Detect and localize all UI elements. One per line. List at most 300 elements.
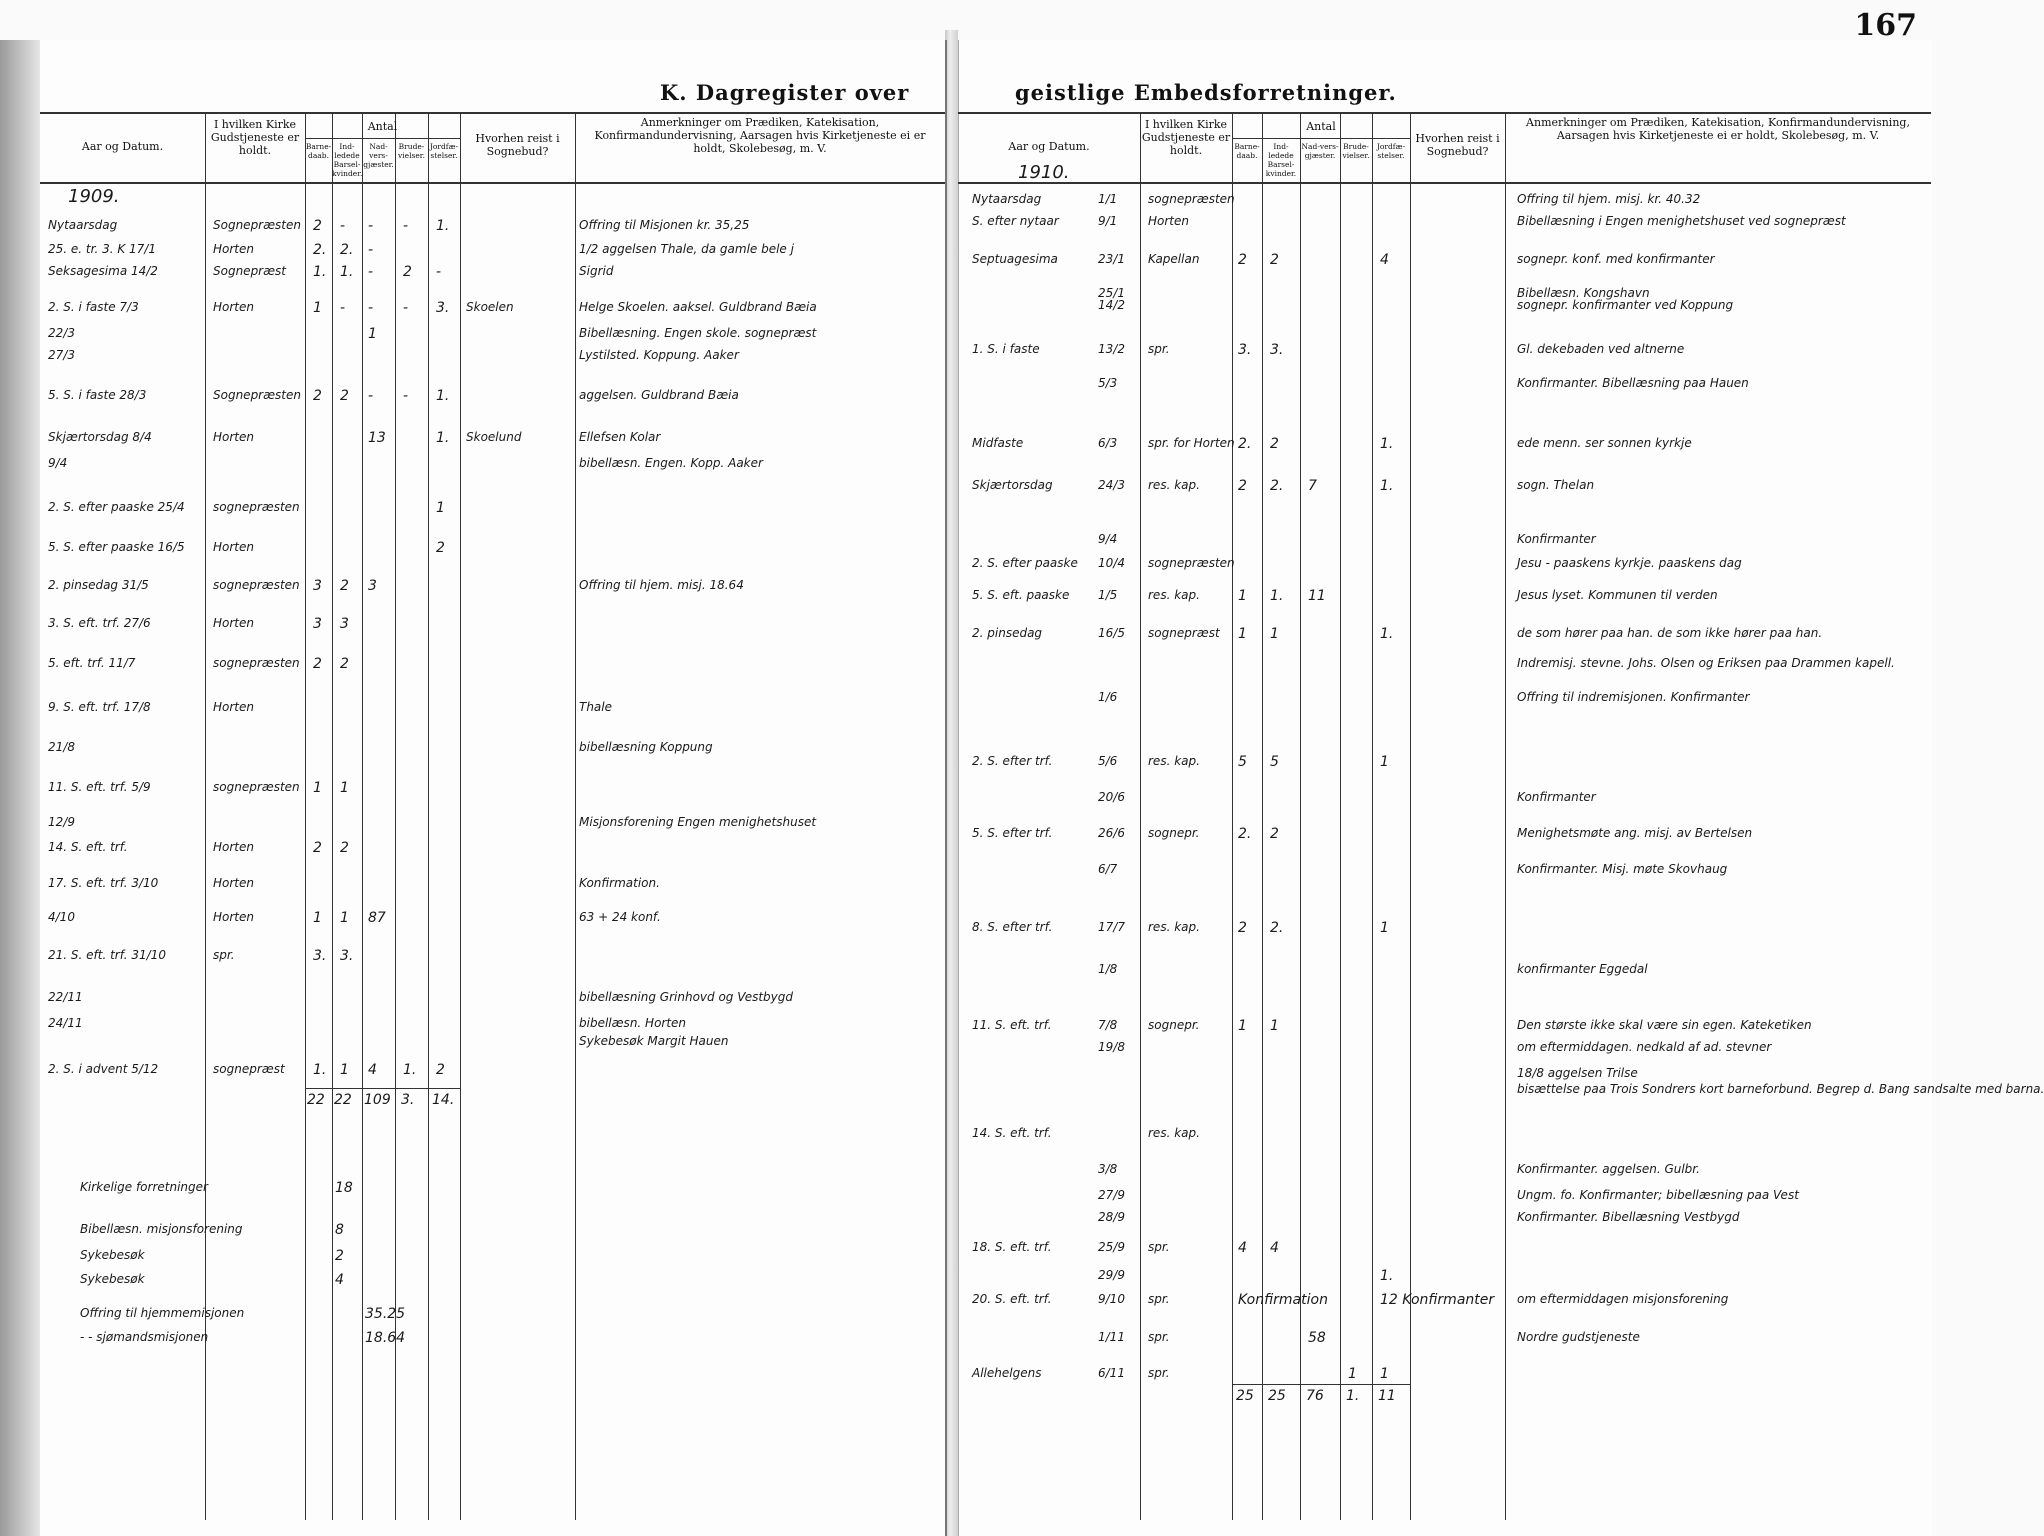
left-row-baptisms: 2 [313, 656, 322, 672]
left-row-weddings: 1. [403, 1062, 417, 1078]
right-row-churchings: 4 [1270, 1240, 1279, 1256]
right-row-remark: Offring til indremisjonen. Konfirmanter [1517, 690, 1750, 704]
right-row-baptisms: 2 [1238, 478, 1247, 494]
right-header-top-rule [958, 112, 1931, 114]
left-row-communicants: 3 [368, 578, 377, 594]
right-row-church: Kapellan [1148, 252, 1200, 266]
left-row-date: 9/4 [48, 456, 68, 470]
left-column-rule [305, 112, 306, 1520]
left-row-remark: bibellæsn. Engen. Kopp. Aaker [579, 456, 763, 470]
right-column-rule [1410, 112, 1411, 1520]
right-row-church: sognepræst [1148, 626, 1220, 640]
right-row-remark: ede menn. ser sonnen kyrkje [1517, 436, 1692, 450]
right-header-remarks: Anmerkninger om Prædiken, Katekisation, Konfirmandundervisning, Aarsagen hvis Kirketjeneste ei er holdt, Skolebesøg, m. V. [1526, 116, 1910, 142]
right-row-remark: Jesu - paaskens kyrkje. paaskens dag [1517, 556, 1742, 570]
right-row-church: sognepr. [1148, 826, 1200, 840]
left-row-communicants: - [368, 242, 374, 258]
left-summary-label: - - sjømandsmisjonen [80, 1330, 209, 1344]
right-row-remark: Jesus lyset. Kommunen til verden [1517, 588, 1718, 602]
left-row-baptisms: 1. [313, 264, 327, 280]
left-row-date: Skjærtorsdag 8/4 [48, 430, 152, 444]
right-row-datum: 9/1 [1098, 214, 1118, 228]
left-row-weddings: - [403, 218, 409, 234]
right-row-remark: Indremisj. stevne. Johs. Olsen og Eriksen paa Drammen kapell. [1517, 656, 1895, 670]
left-row-churchings: 2 [340, 578, 349, 594]
left-row-churchings: 2 [340, 840, 349, 856]
left-row-church: Horten [213, 616, 254, 630]
right-row-churchings: 2. [1270, 920, 1284, 936]
right-row-baptisms: 1 [1238, 588, 1247, 604]
right-row-baptisms: 1 [1238, 626, 1247, 642]
right-row-burials: 1. [1380, 626, 1394, 642]
left-row-weddings: 2 [403, 264, 412, 280]
left-row-date: 21. S. eft. trf. 31/10 [48, 948, 166, 962]
right-row-datum: 1/6 [1098, 690, 1118, 704]
binding-shadow [0, 40, 40, 1536]
right-row-date: 2. S. efter trf. [972, 754, 1053, 768]
right-row-baptisms: 2. [1238, 436, 1252, 452]
right-row-remark: sognepr. konf. med konfirmanter [1517, 252, 1715, 266]
right-row-remark: Offring til hjem. misj. kr. 40.32 [1517, 192, 1701, 206]
left-row-communicants: - [368, 300, 374, 316]
left-year: 1909. [68, 186, 120, 207]
right-header-church: I hvilken Kirke Gudstjeneste er holdt. [1141, 118, 1231, 157]
right-row-burials: 1 [1380, 920, 1389, 936]
right-row-remark: Den største ikke skal være sin egen. Kateketiken [1517, 1018, 1812, 1032]
right-row-baptisms: 2 [1238, 252, 1247, 268]
left-row-date: 3. S. eft. trf. 27/6 [48, 616, 151, 630]
right-row-baptisms: 1 [1238, 1018, 1247, 1034]
right-row-communicants: 7 [1308, 478, 1317, 494]
right-row-church: res. kap. [1148, 754, 1200, 768]
right-row-communicants: 11 [1308, 588, 1326, 604]
left-row-date: 25. e. tr. 3. K 17/1 [48, 242, 156, 256]
left-row-baptisms: 3 [313, 578, 322, 594]
right-row-church: res. kap. [1148, 920, 1200, 934]
left-row-burials: 1 [436, 500, 445, 516]
left-totals-rule [305, 1088, 460, 1089]
right-header-travel: Hvorhen reist i Sognebud? [1415, 132, 1500, 158]
left-column-rule [460, 112, 461, 1520]
left-row-communicants: 87 [368, 910, 386, 926]
left-row-baptisms: 2 [313, 840, 322, 856]
right-row-church: spr. [1148, 342, 1170, 356]
left-summary-value: 2 [335, 1248, 344, 1264]
right-row-burials: 4 [1380, 252, 1389, 268]
left-row-remark: Ellefsen Kolar [579, 430, 661, 444]
right-header-bottom-rule [958, 182, 1931, 184]
left-summary-value: 18 [335, 1180, 353, 1196]
right-row-remark: Konfirmanter. Bibellæsning paa Hauen [1517, 376, 1749, 390]
left-row-churchings: 1 [340, 1062, 349, 1078]
right-column-rule [1505, 112, 1506, 1520]
right-row-date: 1. S. i faste [972, 342, 1040, 356]
left-summary-value: 18.64 [365, 1330, 406, 1346]
left-summary-label: Bibellæsn. misjonsforening [80, 1222, 243, 1236]
left-row-remark: Sigrid [579, 264, 614, 278]
left-row-churchings: - [340, 218, 346, 234]
left-row-church: Horten [213, 700, 254, 714]
left-row-church: sognepræst [213, 1062, 285, 1076]
left-row-remark: bibellæsning Koppung [579, 740, 713, 754]
left-row-burials: 3. [436, 300, 450, 316]
right-row-date: 5. S. efter trf. [972, 826, 1053, 840]
left-header-sub: Brude-vielser. [398, 142, 425, 160]
left-row-date: Seksagesima 14/2 [48, 264, 158, 278]
right-row-baptisms: 3. [1238, 342, 1252, 358]
right-column-rule [1372, 112, 1373, 1520]
left-summary-label: Offring til hjemmemisjonen [80, 1306, 245, 1320]
left-summary-label: Sykebesøk [80, 1248, 145, 1262]
left-row-church: sognepræsten [213, 656, 300, 670]
right-total-burials: 11 [1378, 1388, 1396, 1404]
right-row-burials: 1. [1380, 478, 1394, 494]
left-row-churchings: 1. [340, 264, 354, 280]
left-row-church: sognepræsten [213, 578, 300, 592]
left-row-burials: - [436, 264, 442, 280]
right-row-datum: 24/3 [1098, 478, 1125, 492]
left-total-communicants: 109 [364, 1092, 391, 1108]
left-row-burials: 1. [436, 218, 450, 234]
right-row-remark: Konfirmanter [1517, 790, 1596, 804]
left-row-baptisms: 3. [313, 948, 327, 964]
right-row-datum: 28/9 [1098, 1210, 1125, 1224]
left-row-date: 5. S. efter paaske 16/5 [48, 540, 185, 554]
right-row-churchings: 2 [1270, 436, 1279, 452]
right-row-datum: 20/6 [1098, 790, 1125, 804]
left-row-date: 24/11 [48, 1016, 83, 1030]
left-row-weddings: - [403, 388, 409, 404]
left-summary-value: 8 [335, 1222, 344, 1238]
right-row-date: 14. S. eft. trf. [972, 1126, 1052, 1140]
right-column-rule [1262, 112, 1263, 1520]
left-header-sub: Nad-vers-gjæster. [363, 142, 394, 169]
left-row-remark: Helge Skoelen. aaksel. Guldbrand Bæia [579, 300, 817, 314]
left-row-communicants: - [368, 388, 374, 404]
right-row-date: 8. S. efter trf. [972, 920, 1053, 934]
left-row-baptisms: 1 [313, 910, 322, 926]
left-column-rule [332, 112, 333, 1520]
right-row-burials: 1. [1380, 1268, 1394, 1284]
right-row-remark: de som hører paa han. de som ikke hører paa han. [1517, 626, 1823, 640]
right-row-baptisms: 4 [1238, 1240, 1247, 1256]
left-row-remark: Bibellæsning. Engen skole. sognepræst [579, 326, 817, 340]
right-row-remark: Bibellæsning i Engen menighetshuset ved sognepræst [1517, 214, 1846, 228]
left-row-remark: Offring til Misjonen kr. 35,25 [579, 218, 750, 232]
right-row-church: res. kap. [1148, 478, 1200, 492]
right-total-churchings: 25 [1268, 1388, 1286, 1404]
left-row-remark: bibellæsning Grinhovd og Vestbygd [579, 990, 794, 1004]
right-page-title: geistlige Embedsforretninger. [1015, 80, 1397, 105]
page-number: 167 [1854, 8, 1917, 43]
right-row-datum: 16/5 [1098, 626, 1125, 640]
left-row-date: 22/11 [48, 990, 83, 1004]
right-row-datum: 19/8 [1098, 1040, 1125, 1054]
right-row-date: 2. pinsedag [972, 626, 1043, 640]
right-row-datum: 1/11 [1098, 1330, 1125, 1344]
left-row-remark: Thale [579, 700, 613, 714]
right-row-datum: 1/8 [1098, 962, 1118, 976]
left-row-date: 2. S. i advent 5/12 [48, 1062, 159, 1076]
right-row-church: sognepr. [1148, 1018, 1200, 1032]
right-row-date: Allehelgens [972, 1366, 1042, 1380]
left-row-church: Horten [213, 300, 254, 314]
left-row-churchings: 2 [340, 656, 349, 672]
right-row-church: spr. [1148, 1366, 1170, 1380]
right-column-rule [1340, 112, 1341, 1520]
right-row-remark: Gl. dekebaden ved altnerne [1517, 342, 1685, 356]
left-row-burials: 1. [436, 430, 450, 446]
left-row-churchings: 2. [340, 242, 354, 258]
right-row-datum: 25/1 [1098, 286, 1125, 300]
right-row-datum: 17/7 [1098, 920, 1125, 934]
left-row-communicants: - [368, 264, 374, 280]
right-column-rule [1232, 112, 1233, 1520]
right-row-baptisms: 2. [1238, 826, 1252, 842]
left-row-burials: 2 [436, 540, 445, 556]
left-header-travel: Hvorhen reist i Sognebud? [475, 132, 560, 158]
right-row-remark: sognepr. konfirmanter ved Koppung [1517, 298, 1734, 312]
left-column-rule [428, 112, 429, 1520]
right-row-remark: Konfirmanter [1517, 532, 1596, 546]
right-row-date: 2. S. efter paaske [972, 556, 1078, 570]
right-row-burials: 1 [1380, 1366, 1389, 1382]
right-row-remark: om eftermiddagen misjonsforening [1517, 1292, 1729, 1306]
left-row-date: 5. eft. trf. 11/7 [48, 656, 136, 670]
left-row-date: 21/8 [48, 740, 75, 754]
left-row-churchings: 1 [340, 780, 349, 796]
left-row-date: 11. S. eft. trf. 5/9 [48, 780, 151, 794]
left-header-bottom-rule [40, 182, 945, 184]
left-total-baptisms: 22 [307, 1092, 325, 1108]
right-row-remark: Menighetsmøte ang. misj. av Bertelsen [1517, 826, 1753, 840]
right-row-churchings: 1 [1270, 626, 1279, 642]
right-row-weddings: 1 [1348, 1366, 1357, 1382]
right-row-remark: Konfirmanter. Misj. møte Skovhaug [1517, 862, 1728, 876]
left-row-date: 17. S. eft. trf. 3/10 [48, 876, 159, 890]
left-row-date: 5. S. i faste 28/3 [48, 388, 147, 402]
left-row-date: 2. pinsedag 31/5 [48, 578, 149, 592]
right-row-remark: Ungm. fo. Konfirmanter; bibellæsning paa Vest [1517, 1188, 1799, 1202]
left-summary-value: 4 [335, 1272, 344, 1288]
left-row-remark: 63 + 24 konf. [579, 910, 661, 924]
right-row-remark: Nordre gudstjeneste [1517, 1330, 1640, 1344]
right-row-churchings: 2 [1270, 252, 1279, 268]
right-row-date: Septuagesima [972, 252, 1058, 266]
right-row-datum: 27/9 [1098, 1188, 1125, 1202]
left-row-communicants: - [368, 218, 374, 234]
left-row-church: sognepræsten [213, 780, 300, 794]
right-row-church: res. kap. [1148, 588, 1200, 602]
right-row-datum: 23/1 [1098, 252, 1125, 266]
left-row-churchings: 1 [340, 910, 349, 926]
right-row-datum: 1/5 [1098, 588, 1118, 602]
right-row-datum: 5/6 [1098, 754, 1118, 768]
left-row-date: 4/10 [48, 910, 75, 924]
right-header-sub: Nad-vers-gjæster. [1301, 142, 1339, 160]
right-row-date: 20. S. eft. trf. [972, 1292, 1052, 1306]
right-header-sub: Brude-vielser. [1342, 142, 1370, 160]
right-row-date: S. efter nytaar [972, 214, 1059, 228]
left-row-remark: 1/2 aggelsen Thale, da gamle bele j [579, 242, 794, 256]
left-row-church: Horten [213, 242, 254, 256]
right-year: 1910. [1018, 162, 1070, 183]
left-page-title: K. Dagregister over [660, 80, 910, 105]
right-row-churchings: 1 [1270, 1018, 1279, 1034]
left-row-baptisms: 1 [313, 300, 322, 316]
left-summary-value: 35.25 [365, 1306, 406, 1322]
right-row-datum: 25/9 [1098, 1240, 1125, 1254]
left-header-church: I hvilken Kirke Gudstjeneste er holdt. [210, 118, 300, 157]
right-row-church: spr. [1148, 1240, 1170, 1254]
right-row-church: spr. [1148, 1292, 1170, 1306]
left-header-antal: Antal [367, 120, 398, 133]
left-column-rule [575, 112, 576, 1520]
right-row-datum: 6/3 [1098, 436, 1118, 450]
right-row-remark: sogn. Thelan [1517, 478, 1595, 492]
left-row-baptisms: 2 [313, 218, 322, 234]
right-row-communicants: 58 [1308, 1330, 1326, 1346]
left-row-churchings: 3 [340, 616, 349, 632]
left-header-sub: Jordfæ-stelser. [429, 142, 459, 160]
right-row-datum: 9/4 [1098, 532, 1118, 546]
left-row-burials: 1. [436, 388, 450, 404]
left-header-sub: Ind-ledede Barsel-kvinder. [332, 142, 363, 178]
right-row-baptisms: 5 [1238, 754, 1247, 770]
right-row-church: sognepræsten [1148, 556, 1235, 570]
left-column-rule [362, 112, 363, 1520]
left-summary-label: Sykebesøk [80, 1272, 145, 1286]
left-row-remark: Offring til hjem. misj. 18.64 [579, 578, 744, 592]
left-row-date: 2. S. efter paaske 25/4 [48, 500, 185, 514]
left-header-date: Aar og Datum. [81, 140, 164, 153]
left-row-baptisms: 1. [313, 1062, 327, 1078]
left-row-date: Nytaarsdag [48, 218, 118, 232]
left-row-travel: Skoelund [466, 430, 522, 444]
right-row-church: spr. for Horten [1148, 436, 1235, 450]
left-row-remark: aggelsen. Guldbrand Bæia [579, 388, 739, 402]
right-row-datum: 9/10 [1098, 1292, 1125, 1306]
right-row-datum: 7/8 [1098, 1018, 1118, 1032]
right-row-church: sognepræsten [1148, 192, 1235, 206]
right-row-datum: 1/1 [1098, 192, 1118, 206]
right-row-datum: 6/11 [1098, 1366, 1125, 1380]
right-row-church: Horten [1148, 214, 1189, 228]
right-header-antal: Antal [1306, 120, 1336, 133]
right-row-church: spr. [1148, 1330, 1170, 1344]
right-row-churchings: 3. [1270, 342, 1284, 358]
left-row-church: Horten [213, 910, 254, 924]
left-header-remarks: Anmerkninger om Prædiken, Katekisation, Konfirmandundervisning, Aarsagen hvis Kirketjeneste ei er holdt, Skolebesøg, m. V. [594, 116, 926, 155]
right-total-baptisms: 25 [1236, 1388, 1254, 1404]
right-row-datum: 3/8 [1098, 1162, 1118, 1176]
right-column-rule [1140, 112, 1141, 1520]
right-row-datum: 26/6 [1098, 826, 1125, 840]
right-row-baptisms: 2 [1238, 920, 1247, 936]
left-row-remark: Misjonsforening Engen menighetshuset [579, 815, 817, 829]
right-row-datum: 5/3 [1098, 376, 1118, 390]
left-row-date: 27/3 [48, 348, 75, 362]
right-row-churchings: 2 [1270, 826, 1279, 842]
left-row-remark: Sykebesøk Margit Hauen [579, 1034, 729, 1048]
right-row-date: 18. S. eft. trf. [972, 1240, 1052, 1254]
right-row-churchings: 2. [1270, 478, 1284, 494]
left-row-travel: Skoelen [466, 300, 514, 314]
right-row-datum: 10/4 [1098, 556, 1125, 570]
right-row-remark: konfirmanter Eggedal [1517, 962, 1648, 976]
right-header-sub: Barne-daab. [1234, 142, 1260, 160]
right-header-sub: Jordfæ-stelser. [1376, 142, 1406, 160]
right-row-burials: 12 Konfirmanter [1380, 1292, 1495, 1308]
right-row-datum: 13/2 [1098, 342, 1125, 356]
right-row-datum: 14/2 [1098, 298, 1125, 312]
left-row-date: 22/3 [48, 326, 75, 340]
right-total-communicants: 76 [1306, 1388, 1324, 1404]
right-row-burials: 1. [1380, 436, 1394, 452]
right-header-sub: Ind-ledede Barsel-kvinder. [1265, 142, 1297, 178]
left-row-baptisms: 2. [313, 242, 327, 258]
left-row-church: Horten [213, 430, 254, 444]
left-row-church: Horten [213, 876, 254, 890]
left-row-baptisms: 3 [313, 616, 322, 632]
right-row-church: res. kap. [1148, 1126, 1200, 1140]
left-total-burials: 14. [432, 1092, 455, 1108]
right-row-remark: om eftermiddagen. nedkald af ad. stevner [1517, 1040, 1772, 1054]
left-header-sub: Barne-daab. [305, 142, 332, 160]
left-row-church: Sognepræsten [213, 218, 302, 232]
left-row-burials: 2 [436, 1062, 445, 1078]
left-row-date: 2. S. i faste 7/3 [48, 300, 139, 314]
left-row-communicants: 4 [368, 1062, 377, 1078]
right-row-datum: 29/9 [1098, 1268, 1125, 1282]
left-row-date: 12/9 [48, 815, 75, 829]
left-row-church: Horten [213, 540, 254, 554]
right-row-date: 5. S. eft. paaske [972, 588, 1070, 602]
left-total-weddings: 3. [401, 1092, 415, 1108]
left-row-church: Sognepræst [213, 264, 287, 278]
left-row-remark: Lystilsted. Koppung. Aaker [579, 348, 739, 362]
left-row-church: Sognepræsten [213, 388, 302, 402]
left-row-baptisms: 1 [313, 780, 322, 796]
left-row-date: 9. S. eft. trf. 17/8 [48, 700, 151, 714]
right-row-datum: 6/7 [1098, 862, 1118, 876]
right-row-baptisms: Konfirmation [1238, 1292, 1328, 1308]
left-row-remark: bibellæsn. Horten [579, 1016, 687, 1030]
left-row-churchings: 3. [340, 948, 354, 964]
right-row-remark: Konfirmanter. Bibellæsning Vestbygd [1517, 1210, 1740, 1224]
right-column-rule [1300, 112, 1301, 1520]
right-row-churchings: 5 [1270, 754, 1279, 770]
left-row-churchings: 2 [340, 388, 349, 404]
left-row-communicants: 13 [368, 430, 386, 446]
right-row-date: Skjærtorsdag [972, 478, 1053, 492]
left-row-remark: Konfirmation. [579, 876, 660, 890]
right-row-churchings: 1. [1270, 588, 1284, 604]
right-row-remark: Konfirmanter. aggelsen. Gulbr. [1517, 1162, 1700, 1176]
left-row-church: Horten [213, 840, 254, 854]
right-row-date: Nytaarsdag [972, 192, 1042, 206]
right-row-remark: Bibellæsn. Kongshavn [1517, 286, 1650, 300]
right-row-burials: 1 [1380, 754, 1389, 770]
right-totals-rule [1232, 1384, 1410, 1385]
left-row-date: 14. S. eft. trf. [48, 840, 128, 854]
left-total-churchings: 22 [334, 1092, 352, 1108]
left-header-top-rule [40, 112, 945, 114]
right-row-date: 11. S. eft. trf. [972, 1018, 1052, 1032]
right-row-remark: 18/8 aggelsen Trilse [1517, 1066, 1638, 1080]
left-row-churchings: - [340, 300, 346, 316]
left-row-weddings: - [403, 300, 409, 316]
